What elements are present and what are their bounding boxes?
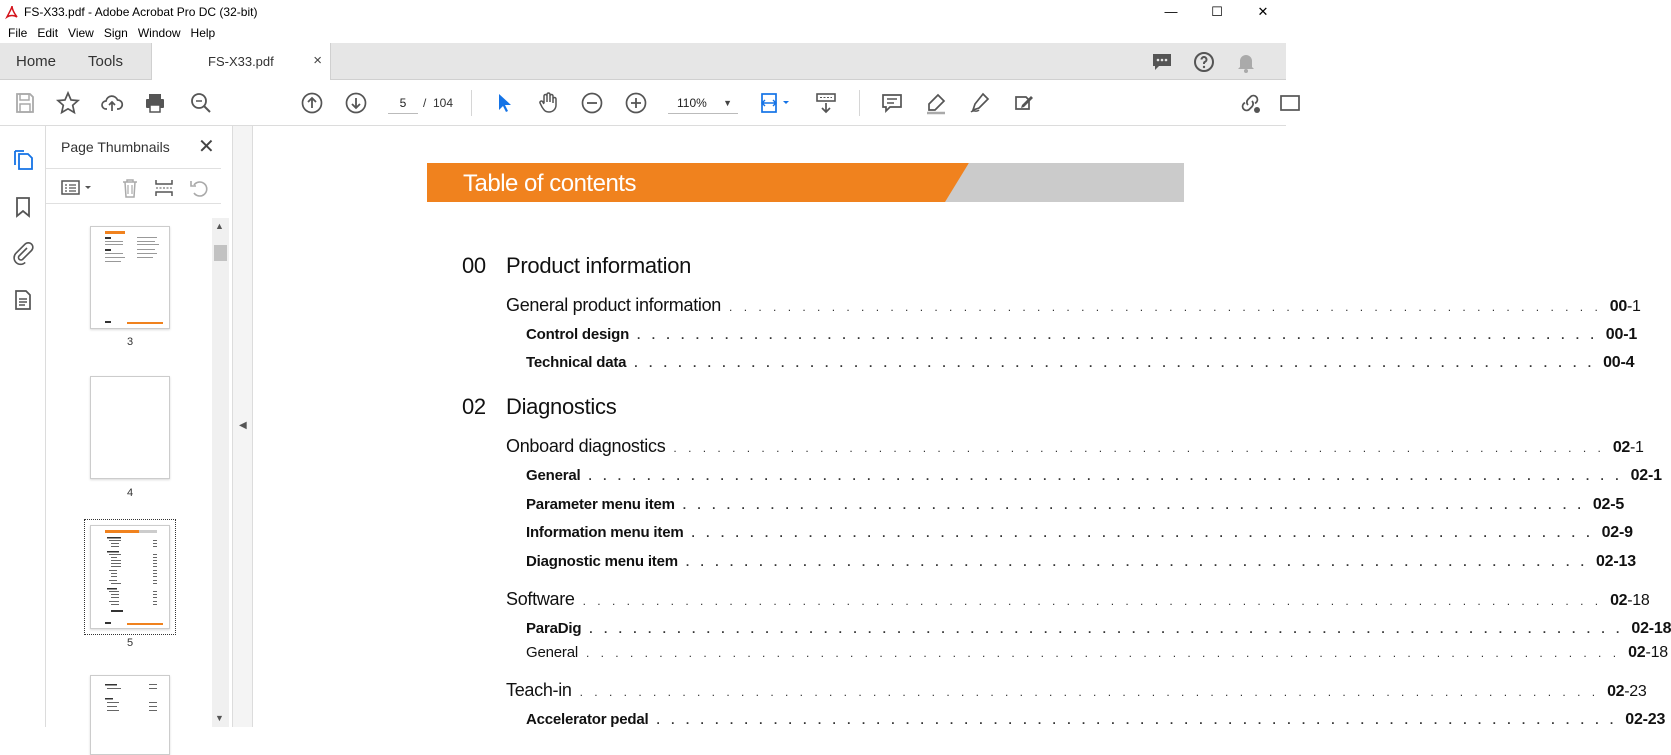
next-page-icon[interactable] xyxy=(344,91,368,115)
toc-entry-page: 00-4 xyxy=(1603,354,1635,371)
dot-leader: . . . . . . . . . . . . . . . . . . . . . . . . . . . . . . . . . . . . . . . . . . . . . . . . . . . . . . . . . . . . . . xyxy=(691,526,1594,540)
hand-tool-icon[interactable] xyxy=(536,91,560,115)
dot-leader: . . . . . . . . . . . . . . . . . . . . . . . . . . . . . . . . . . . . . . . . . . . . . . . . . . . . . . . . . . . . . . . . . . . . . . . xyxy=(585,646,1621,660)
help-icon[interactable] xyxy=(1192,50,1216,74)
main-toolbar xyxy=(0,80,1286,126)
delete-page-icon[interactable] xyxy=(119,177,141,199)
scroll-up-icon[interactable]: ▲ xyxy=(215,221,224,231)
dot-leader: . . . . . . . . . . . . . . . . . . . . . . . . . . . . . . . . . . . . . . . . . . . . . . . . . . . . . . . . . . . . . . . . . . xyxy=(637,328,1598,342)
close-tab-button[interactable]: × xyxy=(313,52,322,69)
upload-cloud-icon[interactable] xyxy=(100,91,124,115)
toc-entry-page: 02-5 xyxy=(1592,496,1625,513)
menu-file[interactable]: File xyxy=(8,26,28,40)
toc-entry-text: Parameter menu item xyxy=(526,496,675,513)
zoom-search-icon[interactable] xyxy=(189,91,213,115)
toc-entry-text: Information menu item xyxy=(526,524,684,541)
dot-leader: . . . . . . . . . . . . . . . . . . . . . . . . . . . . . . . . . . . . . . . . . . . . . . . . . . . . . . . . . . . . . . . . . . . . . . xyxy=(579,685,1600,699)
dot-leader: . . . . . . . . . . . . . . . . . . . . . . . . . . . . . . . . . . . . . . . . . . . . . . . . . . . . . . . . . . . . . . . . . . . . . . . xyxy=(588,469,1623,483)
dot-leader: . . . . . . . . . . . . . . . . . . . . . . . . . . . . . . . . . . . . . . . . . . . . . . . . . . . . . . . . . . . . . . xyxy=(685,555,1588,569)
dot-leader: . . . . . . . . . . . . . . . . . . . . . . . . . . . . . . . . . . . . . . . . . . . . . . . . . . . . . . . . . . . . xyxy=(729,300,1602,314)
document-properties-icon[interactable] xyxy=(11,288,35,312)
toc-entry-text: ParaDig xyxy=(526,620,582,637)
dot-leader: . . . . . . . . . . . . . . . . . . . . . . . . . . . . . . . . . . . . . . . . . . . . . . . . . . . . . . . . . . . . . . . . . . xyxy=(656,713,1618,727)
scroll-down-icon[interactable]: ▼ xyxy=(215,713,224,723)
toc-entry-page: 02-13 xyxy=(1595,553,1636,570)
print-icon[interactable] xyxy=(143,91,167,115)
options-menu-icon[interactable] xyxy=(60,177,94,199)
section-heading xyxy=(462,394,616,420)
toc-entry-page: 02-18 xyxy=(1628,644,1668,661)
toc-entry[interactable] xyxy=(506,680,1647,701)
menu-bar xyxy=(0,23,1286,43)
toc-entry[interactable] xyxy=(526,467,1662,485)
toc-entry[interactable] xyxy=(506,589,1650,610)
thumbnail-page[interactable] xyxy=(90,376,170,479)
zoom-in-icon[interactable] xyxy=(624,91,648,115)
page-thumbnails-icon[interactable] xyxy=(11,148,35,172)
zoom-value: 110% xyxy=(677,96,707,110)
toc-entry-page: 00-1 xyxy=(1605,326,1638,343)
toc-entry[interactable] xyxy=(506,436,1644,457)
select-cursor-icon[interactable] xyxy=(492,91,516,115)
thumbnail-scrollbar[interactable] xyxy=(212,218,229,727)
more-tools-icon[interactable] xyxy=(1278,91,1286,115)
add-comment-icon[interactable] xyxy=(880,91,904,115)
toc-entry[interactable] xyxy=(506,295,1641,316)
thumbnail-list xyxy=(46,212,211,727)
title-bar xyxy=(0,0,1286,23)
toc-entry-page: 02-18 xyxy=(1610,592,1650,609)
maximize-button[interactable]: ☐ xyxy=(1211,3,1223,19)
toc-entry-text: Control design xyxy=(526,326,630,343)
toc-entry-text: Onboard diagnostics xyxy=(506,436,666,456)
panel-title: Page Thumbnails xyxy=(61,139,170,155)
left-navigation-rail xyxy=(0,126,46,727)
bookmarks-icon[interactable] xyxy=(11,195,35,219)
tab-home[interactable]: Home xyxy=(16,53,57,70)
thumbnail-page[interactable] xyxy=(90,226,170,329)
dot-leader: . . . . . . . . . . . . . . . . . . . . . . . . . . . . . . . . . . . . . . . . . . . . . . . . . . . . . . . . . . . . . . . . . . xyxy=(634,356,1596,370)
toolbar-divider xyxy=(471,90,472,116)
dot-leader: . . . . . . . . . . . . . . . . . . . . . . . . . . . . . . . . . . . . . . . . . . . . . . . . . . . . . . . . . . . . . . xyxy=(682,498,1585,512)
toc-entry-text: Technical data xyxy=(526,354,627,371)
toc-entry[interactable] xyxy=(526,496,1625,514)
dot-leader: . . . . . . . . . . . . . . . . . . . . . . . . . . . . . . . . . . . . . . . . . . . . . . . . . . . . . . . . . . . . . . . . . . . . . . xyxy=(582,594,1603,608)
page-thumbnails-panel xyxy=(46,126,233,727)
acrobat-icon xyxy=(5,5,19,19)
zoom-select[interactable] xyxy=(668,92,738,114)
section-number: 00 xyxy=(462,253,486,278)
tab-document[interactable] xyxy=(151,43,331,80)
notification-bell-icon[interactable] xyxy=(1234,50,1258,74)
toc-entry-page: 02-9 xyxy=(1601,524,1633,541)
attachments-icon[interactable] xyxy=(11,241,35,265)
menu-sign[interactable]: Sign xyxy=(103,26,128,40)
previous-page-icon[interactable] xyxy=(300,91,324,115)
save-icon[interactable] xyxy=(13,91,37,115)
section-title: Product information xyxy=(506,253,692,278)
toolbar-divider xyxy=(859,90,860,116)
thumbnail-label: 4 xyxy=(126,487,134,499)
toc-entry[interactable] xyxy=(526,354,1635,372)
menu-help[interactable]: Help xyxy=(190,26,216,40)
toc-entry-page: 00-1 xyxy=(1609,298,1641,315)
banner-gray-band xyxy=(945,163,1184,202)
menu-view[interactable]: View xyxy=(68,26,94,40)
toc-entry-page: 02-23 xyxy=(1625,711,1666,728)
toc-entry-page: 02-23 xyxy=(1607,683,1647,700)
toc-entry-text: General xyxy=(526,467,581,484)
tab-bar xyxy=(0,43,1286,80)
share-link-icon[interactable] xyxy=(1238,91,1262,115)
section-title: Diagnostics xyxy=(506,394,617,419)
toc-entry-text: Diagnostic menu item xyxy=(526,553,678,570)
toc-entry[interactable] xyxy=(526,524,1633,542)
toc-entry-text: Accelerator pedal xyxy=(526,711,649,728)
tab-tools[interactable]: Tools xyxy=(88,53,124,70)
thumbnail-preview xyxy=(91,526,169,628)
toc-entry[interactable] xyxy=(526,620,1671,638)
close-window-button[interactable]: ✕ xyxy=(1257,3,1269,19)
scroll-mode-icon[interactable] xyxy=(814,91,838,115)
toc-entry-page: 02-18 xyxy=(1631,620,1671,637)
fill-sign-icon[interactable] xyxy=(1012,91,1036,115)
section-heading xyxy=(462,253,691,279)
thumbnail-preview xyxy=(91,676,169,736)
minimize-button[interactable]: — xyxy=(1164,4,1178,19)
pdf-page xyxy=(254,126,1671,728)
page-separator: / xyxy=(423,96,427,110)
toc-entry[interactable] xyxy=(526,326,1638,344)
insert-page-icon[interactable] xyxy=(153,177,175,199)
thumbnail-label: 3 xyxy=(126,336,134,348)
toc-entry-page: 02-1 xyxy=(1612,439,1644,456)
toc-entry-text: General product information xyxy=(506,295,722,315)
toc-entry-page: 02-1 xyxy=(1630,467,1662,484)
total-pages: 104 xyxy=(433,96,454,110)
section-number: 02 xyxy=(462,394,486,419)
document-view[interactable] xyxy=(254,126,1671,728)
thumbnail-label: 5 xyxy=(126,637,134,649)
tab-document-label: FS-X33.pdf xyxy=(208,54,274,69)
thumbnail-page-selected[interactable] xyxy=(90,525,170,629)
panel-toolbar xyxy=(46,168,221,204)
page-number-input[interactable]: 5 xyxy=(388,92,418,114)
toc-title: Table of contents xyxy=(463,170,636,197)
comment-icon[interactable] xyxy=(1150,50,1174,74)
draw-signature-icon[interactable] xyxy=(968,91,992,115)
close-panel-button[interactable]: ✕ xyxy=(198,136,215,158)
highlight-pen-icon[interactable] xyxy=(924,91,948,115)
rotate-page-icon[interactable] xyxy=(188,177,210,199)
dot-leader: . . . . . . . . . . . . . . . . . . . . . . . . . . . . . . . . . . . . . . . . . . . . . . . . . . . . . . . . . . . . . . . . . . . . . . . xyxy=(589,622,1624,636)
toc-entry-text: General xyxy=(526,644,578,661)
panel-collapse-handle[interactable] xyxy=(233,126,253,727)
toc-entry-text: Software xyxy=(506,589,575,609)
fit-page-icon[interactable] xyxy=(758,91,794,115)
menu-window[interactable]: Window xyxy=(137,26,181,40)
toc-banner xyxy=(427,163,1184,202)
scrollbar-thumb[interactable] xyxy=(214,245,227,261)
thumbnail-page[interactable] xyxy=(90,675,170,755)
toc-entry[interactable] xyxy=(526,644,1668,662)
bookmark-star-icon[interactable] xyxy=(56,91,80,115)
toc-entry[interactable] xyxy=(526,711,1666,729)
window-title: FS-X33.pdf - Adobe Acrobat Pro DC (32-bit) xyxy=(24,4,258,19)
dot-leader: . . . . . . . . . . . . . . . . . . . . . . . . . . . . . . . . . . . . . . . . . . . . . . . . . . . . . . . . . . . . . . . . xyxy=(673,441,1605,455)
toc-entry-text: Teach-in xyxy=(506,680,572,700)
collapse-left-icon: ◀ xyxy=(239,420,247,431)
toc-entry[interactable] xyxy=(526,553,1636,571)
zoom-out-icon[interactable] xyxy=(580,91,604,115)
thumbnail-preview xyxy=(91,227,169,328)
chevron-down-icon: ▼ xyxy=(723,98,732,108)
menu-edit[interactable]: Edit xyxy=(37,26,59,40)
